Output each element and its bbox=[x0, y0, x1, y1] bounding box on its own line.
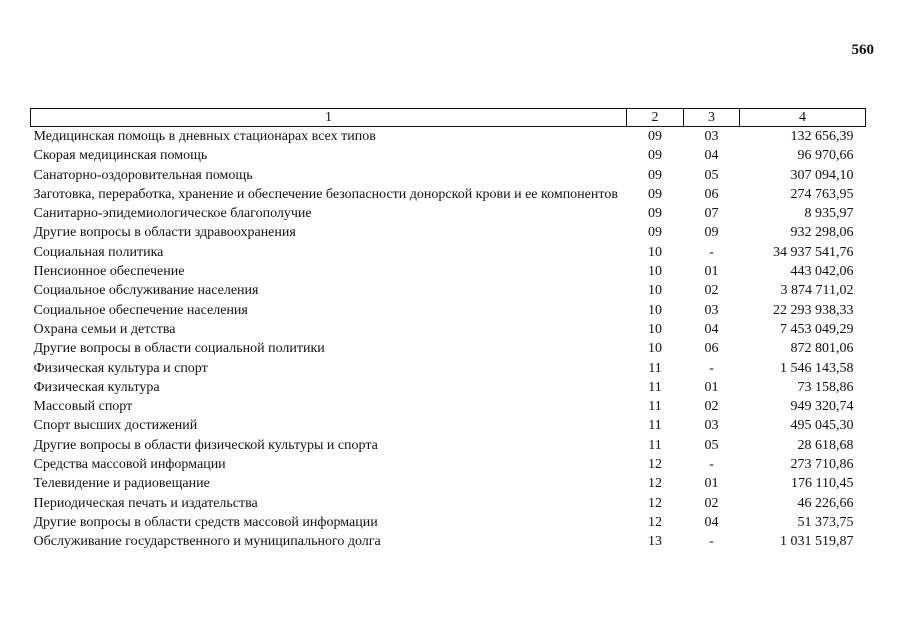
row-subsection-code: 04 bbox=[704, 321, 719, 337]
row-amount: 22 293 938,33 bbox=[773, 302, 854, 318]
table-row bbox=[31, 185, 866, 204]
row-amount: 176 110,45 bbox=[791, 476, 854, 492]
row-amount: 932 298,06 bbox=[790, 225, 854, 241]
row-name: Заготовка, переработка, хранение и обеспечение безопасности донорской крови и ее компонентов bbox=[33, 186, 618, 202]
row-name: Санаторно-оздоровительная помощь bbox=[33, 167, 253, 183]
table-row bbox=[31, 320, 866, 339]
table-row bbox=[31, 474, 866, 493]
row-section-code: 12 bbox=[648, 495, 662, 511]
row-section-code: 10 bbox=[648, 341, 662, 357]
row-section-code: 12 bbox=[648, 457, 662, 473]
row-amount: 96 970,66 bbox=[797, 148, 854, 164]
row-name: Физическая культура и спорт bbox=[33, 360, 208, 376]
row-subsection-code: - bbox=[709, 534, 714, 550]
table-row bbox=[31, 455, 866, 474]
row-subsection-code: 03 bbox=[704, 418, 719, 434]
row-subsection-code: 04 bbox=[704, 148, 719, 164]
row-amount: 7 453 049,29 bbox=[780, 321, 854, 337]
row-amount: 73 158,86 bbox=[797, 379, 854, 395]
row-subsection-code: - bbox=[709, 457, 714, 473]
row-section-code: 09 bbox=[648, 148, 662, 164]
table-row bbox=[31, 281, 866, 300]
table-row bbox=[31, 532, 866, 551]
row-amount: 34 937 541,76 bbox=[773, 244, 854, 260]
row-section-code: 11 bbox=[648, 360, 662, 376]
table-row bbox=[31, 513, 866, 532]
row-name: Скорая медицинская помощь bbox=[33, 148, 208, 164]
row-amount: 132 656,39 bbox=[790, 129, 854, 144]
row-subsection-code: - bbox=[709, 244, 714, 260]
row-amount: 307 094,10 bbox=[790, 167, 854, 183]
budget-table bbox=[30, 108, 866, 552]
row-name: Охрана семьи и детства bbox=[33, 321, 176, 337]
row-amount: 949 320,74 bbox=[790, 399, 854, 415]
table-row bbox=[31, 243, 866, 262]
row-amount: 443 042,06 bbox=[790, 264, 854, 280]
row-amount: 51 373,75 bbox=[797, 514, 854, 530]
table-row bbox=[31, 436, 866, 455]
table-row bbox=[31, 494, 866, 513]
row-subsection-code: 04 bbox=[704, 514, 719, 530]
row-name: Физическая культура bbox=[33, 379, 160, 395]
table-row bbox=[31, 359, 866, 378]
row-subsection-code: 01 bbox=[704, 264, 719, 280]
row-amount: 28 618,68 bbox=[797, 437, 854, 453]
table-row bbox=[31, 397, 866, 416]
row-section-code: 12 bbox=[648, 476, 662, 492]
table-row bbox=[31, 223, 866, 242]
row-section-code: 11 bbox=[648, 437, 662, 453]
row-section-code: 12 bbox=[648, 514, 662, 530]
row-amount: 1 546 143,58 bbox=[780, 360, 854, 376]
table-row bbox=[31, 262, 866, 281]
row-amount: 8 935,97 bbox=[804, 206, 854, 222]
row-name: Пенсионное обеспечение bbox=[33, 264, 185, 280]
row-section-code: 10 bbox=[648, 264, 662, 280]
header-col-1: 1 bbox=[31, 109, 627, 127]
row-name: Средства массовой информации bbox=[33, 457, 226, 473]
row-amount: 1 031 519,87 bbox=[780, 534, 854, 550]
row-section-code: 09 bbox=[648, 206, 662, 222]
row-subsection-code: 05 bbox=[704, 437, 719, 453]
row-name: Спорт высших достижений bbox=[33, 418, 198, 434]
row-name: Социальное обеспечение населения bbox=[33, 302, 248, 318]
row-subsection-code: 03 bbox=[704, 302, 719, 318]
table-row bbox=[31, 378, 866, 397]
row-section-code: 09 bbox=[648, 186, 662, 202]
row-section-code: 09 bbox=[648, 225, 662, 241]
row-subsection-code: 01 bbox=[704, 476, 719, 492]
table-body bbox=[31, 127, 866, 552]
row-name: Другие вопросы в области социальной политики bbox=[33, 341, 325, 357]
header-col-4: 4 bbox=[740, 109, 866, 127]
row-subsection-code: 05 bbox=[704, 167, 719, 183]
row-subsection-code: 01 bbox=[704, 379, 719, 395]
row-name: Другие вопросы в области средств массовой информации bbox=[33, 514, 378, 530]
table-row bbox=[31, 416, 866, 435]
row-subsection-code: 02 bbox=[704, 399, 719, 415]
row-amount: 273 710,86 bbox=[790, 457, 854, 473]
table-header bbox=[31, 109, 866, 127]
row-section-code: 11 bbox=[648, 399, 662, 415]
row-subsection-code: 02 bbox=[704, 495, 719, 511]
header-col-3: 3 bbox=[684, 109, 740, 127]
row-name: Периодическая печать и издательства bbox=[33, 495, 258, 511]
row-amount: 872 801,06 bbox=[790, 341, 854, 357]
row-name: Другие вопросы в области физической культуры и спорта bbox=[33, 437, 378, 453]
row-name: Массовый спорт bbox=[33, 399, 133, 415]
row-name: Медицинская помощь в дневных стационарах всех типов bbox=[33, 129, 376, 144]
page-number: 560 bbox=[851, 42, 874, 58]
row-name: Социальная политика bbox=[33, 244, 164, 260]
row-name: Социальное обслуживание населения bbox=[33, 283, 259, 299]
row-subsection-code: 06 bbox=[704, 341, 719, 357]
table-row bbox=[31, 166, 866, 185]
row-name: Другие вопросы в области здравоохранения bbox=[33, 225, 296, 241]
row-amount: 274 763,95 bbox=[790, 186, 854, 202]
row-amount: 495 045,30 bbox=[790, 418, 854, 434]
row-section-code: 13 bbox=[648, 534, 662, 550]
row-name: Санитарно-эпидемиологическое благополучие bbox=[33, 206, 312, 222]
table-row bbox=[31, 204, 866, 223]
row-subsection-code: - bbox=[709, 360, 714, 376]
row-section-code: 09 bbox=[648, 167, 662, 183]
row-section-code: 11 bbox=[648, 418, 662, 434]
row-subsection-code: 09 bbox=[704, 225, 719, 241]
row-section-code: 10 bbox=[648, 302, 662, 318]
row-name: Телевидение и радиовещание bbox=[33, 476, 210, 492]
table-row bbox=[31, 339, 866, 358]
table-row bbox=[31, 301, 866, 320]
row-section-code: 10 bbox=[648, 321, 662, 337]
row-section-code: 10 bbox=[648, 244, 662, 260]
row-amount: 3 874 711,02 bbox=[780, 283, 854, 299]
header-col-2: 2 bbox=[627, 109, 684, 127]
row-section-code: 11 bbox=[648, 379, 662, 395]
row-subsection-code: 06 bbox=[704, 186, 719, 202]
header-row bbox=[31, 109, 866, 127]
table-row bbox=[31, 146, 866, 165]
row-section-code: 09 bbox=[648, 129, 662, 144]
row-amount: 46 226,66 bbox=[797, 495, 854, 511]
row-name: Обслуживание государственного и муниципального долга bbox=[33, 534, 381, 550]
row-subsection-code: 07 bbox=[704, 206, 719, 222]
row-subsection-code: 02 bbox=[704, 283, 719, 299]
row-section-code: 10 bbox=[648, 283, 662, 299]
table-row bbox=[31, 127, 866, 147]
row-subsection-code: 03 bbox=[704, 129, 719, 144]
